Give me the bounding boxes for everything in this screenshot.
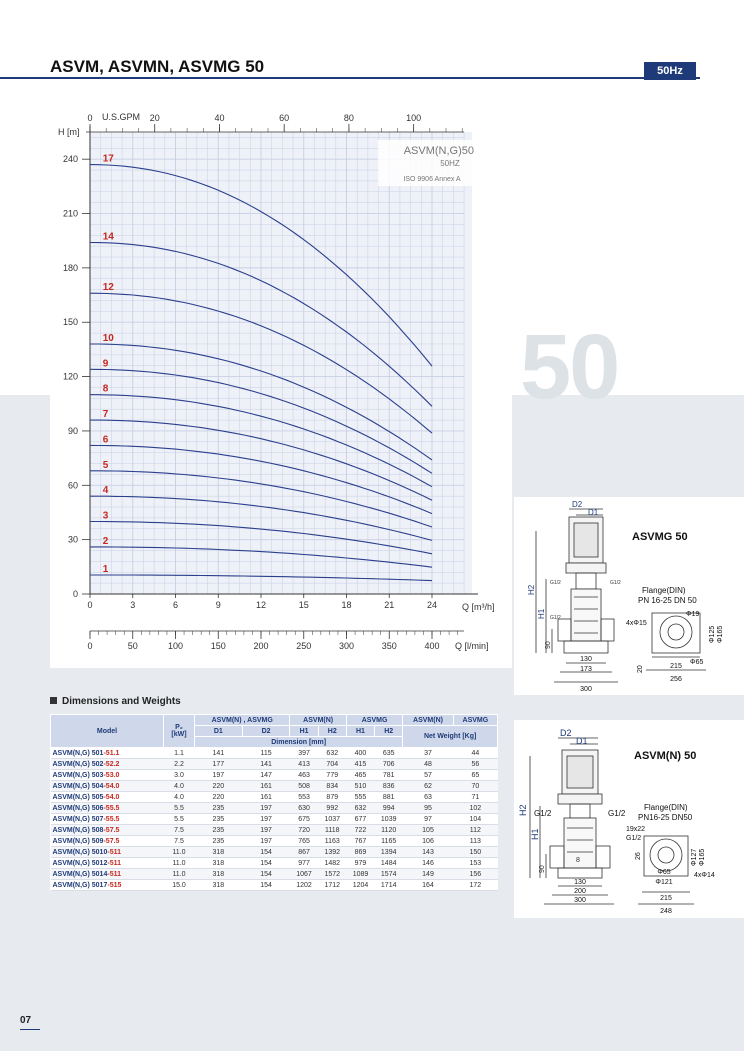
x-lmin-label: 0 [87, 641, 93, 651]
flange-label: Flange(DIN) [642, 586, 686, 595]
dim-h2: H2 [527, 584, 536, 595]
cell-wn: 106 [403, 836, 453, 847]
cell-h1: 720 [290, 825, 318, 836]
col-group-4a: ASVM(N) [403, 715, 453, 726]
col-h1: H1 [290, 726, 318, 737]
title-rule [0, 77, 700, 79]
cell-p2: 11.0 [164, 869, 195, 880]
cell-h1: 977 [290, 858, 318, 869]
cell-h1g: 767 [346, 836, 374, 847]
y-tick-label: 150 [62, 317, 78, 328]
curve-label: 9 [102, 358, 109, 370]
cell-h1g: 555 [346, 792, 374, 803]
y-tick-label: 210 [62, 208, 78, 219]
cell-h2g: 1484 [375, 858, 403, 869]
cell-wg: 112 [453, 825, 497, 836]
cell-p2: 4.0 [164, 792, 195, 803]
cell-p2: 15.0 [164, 880, 195, 891]
cell-h2: 1712 [318, 880, 346, 891]
table-row [51, 858, 498, 869]
cell-model: ASVM(N,G) 502-52.2 [51, 759, 164, 770]
cell-model: ASVM(N,G) 506-55.5 [51, 803, 164, 814]
x-tick-label: 18 [341, 600, 352, 610]
cell-d1: 220 [195, 792, 243, 803]
cell-h1: 765 [290, 836, 318, 847]
cell-d2: 154 [242, 869, 290, 880]
cell-d2: 154 [242, 847, 290, 858]
cell-h2: 1392 [318, 847, 346, 858]
phi121: Φ121 [655, 879, 673, 886]
x-tick-label: 9 [215, 600, 221, 610]
cell-d2: 197 [242, 836, 290, 847]
cell-model: ASVM(N,G) 5010-511 [51, 847, 164, 858]
cell-wn: 97 [403, 814, 453, 825]
cell-wn: 95 [403, 803, 453, 814]
g-right: G1/2 [608, 809, 626, 818]
slot-spec: 19x22 [626, 826, 646, 833]
cell-wg: 56 [453, 759, 497, 770]
chart-model-title: ASVM(N,G)50 [403, 145, 474, 157]
curve-label: 10 [102, 332, 114, 344]
section-title-text: Dimensions and Weights [62, 696, 181, 707]
x-lmin-label: 350 [381, 641, 397, 651]
phi165: Φ165 [717, 625, 724, 643]
cell-d2: 115 [242, 748, 290, 759]
y-tick-label: 30 [67, 534, 78, 545]
x-lmin-label: 250 [296, 641, 312, 651]
x-tick-label: 0 [87, 600, 93, 610]
phi165: Φ165 [699, 848, 706, 866]
cell-model: ASVM(N,G) 508-57.5 [51, 825, 164, 836]
cell-model: ASVM(N,G) 501-51.1 [51, 748, 164, 759]
cell-h1: 508 [290, 781, 318, 792]
phi65: Φ65 [657, 869, 671, 876]
cell-wn: 105 [403, 825, 453, 836]
cell-h2: 704 [318, 759, 346, 770]
curve-label: 12 [102, 282, 114, 294]
table-row [51, 814, 498, 825]
cell-h2: 1482 [318, 858, 346, 869]
phi125: Φ125 [709, 625, 716, 643]
cell-h2g: 994 [375, 803, 403, 814]
cell-h2g: 1120 [375, 825, 403, 836]
drawing-asvmn [514, 720, 744, 918]
dim-300: 300 [574, 897, 586, 904]
drawing-asvmg [514, 497, 744, 695]
cell-wg: 65 [453, 770, 497, 781]
cell-d1: 235 [195, 803, 243, 814]
x-lmin-label: 400 [424, 641, 440, 651]
x-lmin-label: 300 [338, 641, 355, 651]
g-left: G1/2 [534, 809, 552, 818]
flange-spec: PN16-25 DN50 [638, 813, 693, 822]
cell-wg: 156 [453, 869, 497, 880]
cell-h2g: 706 [375, 759, 403, 770]
cell-d1: 318 [195, 880, 243, 891]
dim-d1: D1 [576, 736, 588, 746]
dim-256: 256 [670, 676, 682, 683]
dim-d2: D2 [572, 500, 583, 509]
cell-p2: 7.5 [164, 836, 195, 847]
cell-wn: 62 [403, 781, 453, 792]
x-axis-unit-m3h: Q [m³/h] [462, 602, 495, 612]
curve-label: 1 [102, 563, 109, 575]
cell-d1: 177 [195, 759, 243, 770]
col-d2: D2 [242, 726, 290, 737]
x-tick-label: 24 [426, 600, 438, 610]
x-lmin-label: 200 [253, 641, 269, 651]
drawing-asvmn-panel [514, 720, 744, 918]
cell-h1: 630 [290, 803, 318, 814]
cell-h1g: 510 [346, 781, 374, 792]
cell-d2: 141 [242, 759, 290, 770]
dim-300: 300 [580, 686, 592, 693]
cell-wn: 149 [403, 869, 453, 880]
cell-h2: 992 [318, 803, 346, 814]
cell-h2: 1118 [318, 825, 346, 836]
y-axis-unit: H [m] [58, 127, 80, 137]
chart-standard: ISO 9906 Annex A [403, 176, 461, 183]
cell-d1: 318 [195, 858, 243, 869]
y-tick-label: 90 [67, 425, 78, 436]
cell-d2: 197 [242, 803, 290, 814]
flange-label: Flange(DIN) [644, 803, 688, 812]
cell-h2g: 1394 [375, 847, 403, 858]
table-row [51, 836, 498, 847]
cell-h2: 1163 [318, 836, 346, 847]
cell-h1: 463 [290, 770, 318, 781]
x-gpm-label: 0 [87, 113, 93, 123]
table-row [51, 825, 498, 836]
cell-h1g: 677 [346, 814, 374, 825]
x-gpm-label: 40 [214, 113, 225, 123]
cell-model: ASVM(N,G) 503-53.0 [51, 770, 164, 781]
holes-spec: 4xΦ15 [626, 620, 647, 627]
cell-model: ASVM(N,G) 504-54.0 [51, 781, 164, 792]
cell-d1: 318 [195, 847, 243, 858]
col-group-1: ASVM(N) , ASVMG [195, 715, 290, 726]
cell-h2g: 781 [375, 770, 403, 781]
cell-h1g: 979 [346, 858, 374, 869]
table-row [51, 770, 498, 781]
dim-20: 20 [637, 665, 644, 673]
dim-90: 90 [539, 865, 546, 873]
cell-p2: 2.2 [164, 759, 195, 770]
cell-h1: 1202 [290, 880, 318, 891]
cell-wg: 113 [453, 836, 497, 847]
dim-d1: D1 [588, 508, 599, 517]
curve-label: 14 [102, 231, 114, 243]
col-h1g: H1 [346, 726, 374, 737]
curve-label: 8 [102, 383, 109, 395]
col-weight: Net Weight [Kg] [403, 726, 498, 748]
curve-label: 2 [102, 535, 109, 547]
cell-h1g: 465 [346, 770, 374, 781]
dim-173: 173 [580, 666, 592, 673]
dim-215: 215 [670, 663, 682, 670]
cell-d1: 235 [195, 814, 243, 825]
flange-spec: PN 16-25 DN 50 [638, 596, 697, 605]
cell-d1: 141 [195, 748, 243, 759]
holes-spec: 4xΦ14 [694, 872, 715, 879]
performance-chart-panel [50, 98, 512, 668]
cell-h2g: 1714 [375, 880, 403, 891]
cell-h2g: 1574 [375, 869, 403, 880]
cell-d2: 197 [242, 814, 290, 825]
col-model: Model [51, 715, 164, 748]
table-row [51, 792, 498, 803]
phi127: Φ127 [691, 848, 698, 866]
curve-label: 6 [102, 434, 109, 446]
x-tick-label: 15 [298, 600, 309, 610]
cell-p2: 4.0 [164, 781, 195, 792]
cell-h2: 1572 [318, 869, 346, 880]
cell-h2g: 635 [375, 748, 403, 759]
cell-wg: 153 [453, 858, 497, 869]
cell-p2: 5.5 [164, 814, 195, 825]
dimensions-table [50, 714, 498, 891]
dim-215: 215 [660, 895, 672, 902]
cell-h1g: 415 [346, 759, 374, 770]
cell-d1: 235 [195, 825, 243, 836]
table-row [51, 880, 498, 891]
cell-d2: 154 [242, 858, 290, 869]
col-dimension-label: Dimension [mm] [195, 737, 403, 748]
x-lmin-label: 50 [127, 641, 138, 651]
cell-p2: 11.0 [164, 847, 195, 858]
col-group-2: ASVM(N) [290, 715, 346, 726]
dim-h1: H1 [537, 608, 546, 619]
performance-chart [50, 98, 512, 668]
dim-26: 26 [635, 852, 642, 860]
dim-h1: H1 [530, 828, 540, 840]
drawing-asvmg-title: ASVMG 50 [632, 531, 688, 543]
cell-wg: 44 [453, 748, 497, 759]
drawing-asvmg-panel [514, 497, 744, 695]
curve-label: 3 [102, 510, 109, 522]
section-square-icon [50, 697, 57, 704]
dim-8: 8 [576, 857, 580, 864]
cell-d2: 197 [242, 825, 290, 836]
col-group-4b: ASVMG [453, 715, 497, 726]
cell-h2: 632 [318, 748, 346, 759]
cell-wn: 37 [403, 748, 453, 759]
cell-wn: 146 [403, 858, 453, 869]
dim-248: 248 [660, 908, 672, 915]
cell-wn: 143 [403, 847, 453, 858]
y-tick-label: 180 [62, 262, 78, 273]
cell-h1g: 632 [346, 803, 374, 814]
cell-wg: 172 [453, 880, 497, 891]
y-tick-label: 60 [67, 480, 78, 491]
table-row [51, 748, 498, 759]
cell-h2g: 1039 [375, 814, 403, 825]
cell-h1: 413 [290, 759, 318, 770]
dim-200: 200 [574, 888, 586, 895]
dim-130: 130 [574, 879, 586, 886]
cell-h1g: 1204 [346, 880, 374, 891]
cell-h1: 397 [290, 748, 318, 759]
dim-90: 90 [545, 641, 552, 649]
cell-model: ASVM(N,G) 5017-515 [51, 880, 164, 891]
curve-label: 5 [102, 459, 109, 471]
cell-d1: 220 [195, 781, 243, 792]
table-row [51, 759, 498, 770]
g-left: G1/2 [550, 580, 561, 586]
x-tick-label: 6 [172, 600, 179, 610]
cell-h2g: 881 [375, 792, 403, 803]
cell-h2g: 1165 [375, 836, 403, 847]
cell-h2: 834 [318, 781, 346, 792]
cell-d1: 318 [195, 869, 243, 880]
y-tick-label: 240 [62, 154, 78, 165]
x-lmin-label: 150 [210, 641, 226, 651]
page-title: ASVM, ASVMN, ASVMG 50 [50, 57, 265, 76]
phi19: Φ19 [686, 611, 700, 618]
dim-h2: H2 [518, 804, 528, 816]
g-right: G1/2 [610, 580, 621, 586]
cell-d1: 235 [195, 836, 243, 847]
x-axis-unit-lmin: Q [l/min] [455, 641, 489, 651]
curve-label: 17 [102, 153, 114, 165]
section-title [50, 696, 181, 707]
x-tick-label: 12 [255, 600, 267, 610]
col-h2g: H2 [375, 726, 403, 737]
cell-h1: 553 [290, 792, 318, 803]
cell-wg: 102 [453, 803, 497, 814]
drawing-asvmn-title: ASVM(N) 50 [634, 750, 697, 762]
cell-model: ASVM(N,G) 5014-511 [51, 869, 164, 880]
cell-d2: 161 [242, 781, 290, 792]
curve-label: 7 [102, 409, 109, 421]
chart-frequency: 50HZ [440, 159, 460, 168]
g-small: G1/2 [626, 835, 642, 842]
cell-model: ASVM(N,G) 5012-511 [51, 858, 164, 869]
x-gpm-label: 60 [279, 113, 290, 123]
frequency-badge: 50Hz [644, 62, 696, 80]
cell-d2: 154 [242, 880, 290, 891]
table-row [51, 803, 498, 814]
cell-model: ASVM(N,G) 505-54.0 [51, 792, 164, 803]
cell-h1: 867 [290, 847, 318, 858]
cell-p2: 5.5 [164, 803, 195, 814]
cell-p2: 1.1 [164, 748, 195, 759]
page-number: 07 [20, 1015, 32, 1026]
cell-wn: 164 [403, 880, 453, 891]
cell-h2: 879 [318, 792, 346, 803]
cell-wn: 48 [403, 759, 453, 770]
cell-wg: 71 [453, 792, 497, 803]
cell-d1: 197 [195, 770, 243, 781]
cell-wn: 63 [403, 792, 453, 803]
table-row [51, 869, 498, 880]
cell-h2: 1037 [318, 814, 346, 825]
table-row [51, 781, 498, 792]
cell-model: ASVM(N,G) 509-57.5 [51, 836, 164, 847]
x-lmin-label: 100 [167, 641, 184, 651]
phi65: Φ65 [690, 659, 704, 666]
cell-p2: 7.5 [164, 825, 195, 836]
col-group-3: ASVMG [346, 715, 402, 726]
x-tick-label: 21 [384, 600, 395, 610]
x-tick-label: 3 [130, 600, 136, 610]
y-tick-label: 0 [72, 589, 78, 599]
cell-h1: 675 [290, 814, 318, 825]
cell-model: ASVM(N,G) 507-55.5 [51, 814, 164, 825]
col-h2: H2 [318, 726, 346, 737]
dim-130: 130 [580, 656, 592, 663]
cell-h1g: 1089 [346, 869, 374, 880]
g-mid: G1/2 [550, 615, 561, 621]
cell-p2: 11.0 [164, 858, 195, 869]
cell-wg: 104 [453, 814, 497, 825]
x-gpm-label: 100 [406, 113, 422, 123]
chart-grid [82, 124, 478, 639]
cell-wg: 150 [453, 847, 497, 858]
cell-p2: 3.0 [164, 770, 195, 781]
y-tick-label: 120 [62, 371, 78, 382]
cell-d2: 161 [242, 792, 290, 803]
cell-h1: 1067 [290, 869, 318, 880]
cell-wg: 70 [453, 781, 497, 792]
curve-label: 4 [102, 485, 109, 497]
watermark-number: 50 [520, 316, 619, 418]
x-gpm-label: 80 [343, 113, 354, 123]
dim-d2: D2 [560, 728, 572, 738]
cell-h2g: 836 [375, 781, 403, 792]
col-d1: D1 [195, 726, 243, 737]
cell-h2: 779 [318, 770, 346, 781]
cell-h1g: 722 [346, 825, 374, 836]
col-p2: P₂ [kW] [164, 715, 195, 748]
cell-d2: 147 [242, 770, 290, 781]
cell-h1g: 869 [346, 847, 374, 858]
x-gpm-label: 20 [149, 113, 160, 123]
x-axis-unit-gpm: U.S.GPM [102, 112, 141, 122]
cell-wn: 57 [403, 770, 453, 781]
table-row [51, 847, 498, 858]
cell-h1g: 400 [346, 748, 374, 759]
page-number-rule [20, 1029, 40, 1030]
